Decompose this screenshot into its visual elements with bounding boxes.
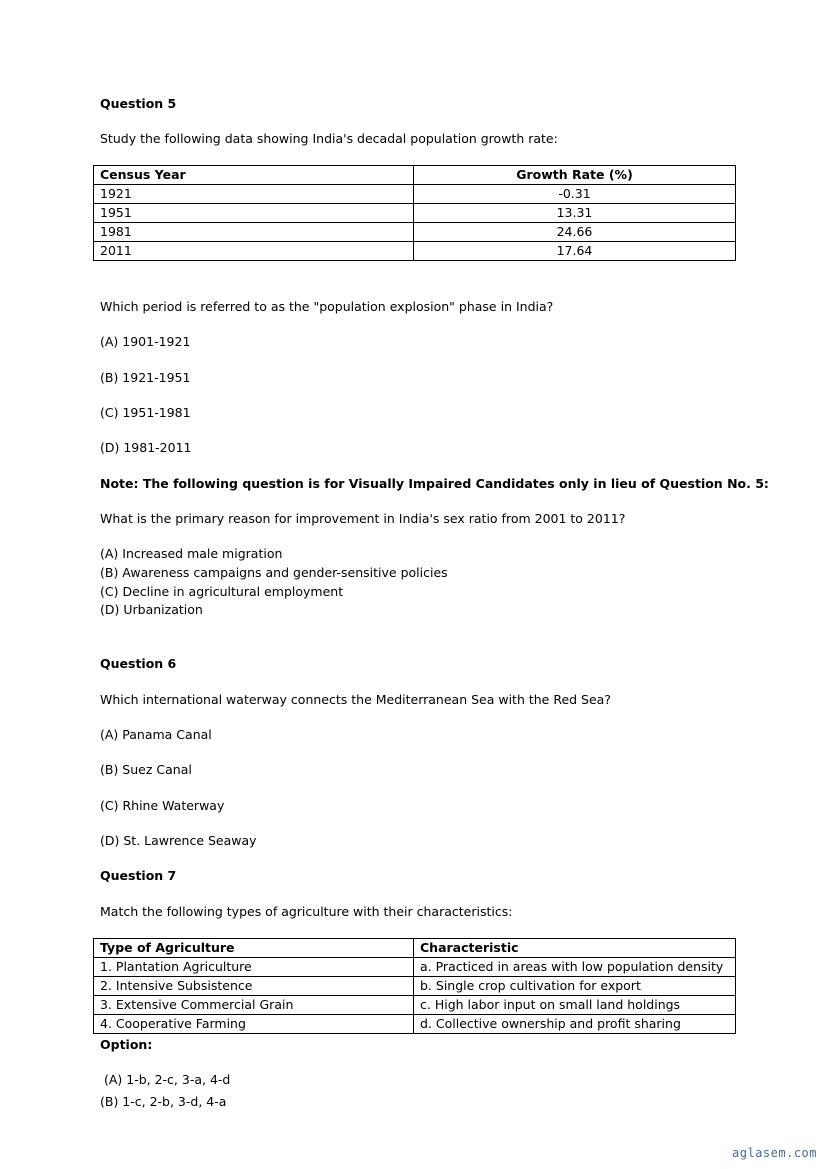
cell-year: 2011 — [94, 242, 414, 261]
q7-intro: Match the following types of agriculture with their characteristics: — [100, 904, 513, 919]
q6-option-c: (C) Rhine Waterway — [100, 798, 225, 813]
header-growth-rate: Growth Rate (%) — [414, 166, 736, 185]
q5-intro: Study the following data showing India's decadal population growth rate: — [100, 131, 558, 146]
vi-question: What is the primary reason for improvement in India's sex ratio from 2001 to 2011? — [100, 511, 626, 526]
cell-rate: 13.31 — [414, 204, 736, 223]
agriculture-match-table — [93, 938, 736, 1034]
table-row — [94, 223, 736, 242]
cell-characteristic: a. Practiced in areas with low population density — [414, 958, 736, 977]
table-row — [94, 185, 736, 204]
q5-option-d: (D) 1981-2011 — [100, 440, 192, 455]
vi-option-c: (C) Decline in agricultural employment — [100, 584, 344, 599]
table-header-row — [94, 939, 736, 958]
q5-question: Which period is referred to as the "population explosion" phase in India? — [100, 299, 554, 314]
q7-option-label: Option: — [100, 1037, 153, 1052]
q5-option-a: (A) 1901-1921 — [100, 334, 191, 349]
header-characteristic: Characteristic — [414, 939, 736, 958]
table-header-row — [94, 166, 736, 185]
vi-option-b: (B) Awareness campaigns and gender-sensitive policies — [100, 565, 448, 580]
table-row — [94, 958, 736, 977]
vi-note: Note: The following question is for Visually Impaired Candidates only in lieu of Question No. 5: — [100, 476, 769, 491]
population-growth-table — [93, 165, 736, 261]
table-row — [94, 977, 736, 996]
cell-rate: 24.66 — [414, 223, 736, 242]
q6-question: Which international waterway connects the Mediterranean Sea with the Red Sea? — [100, 692, 611, 707]
table-row — [94, 996, 736, 1015]
q7-heading: Question 7 — [100, 868, 177, 883]
cell-characteristic: b. Single crop cultivation for export — [414, 977, 736, 996]
q6-option-d: (D) St. Lawrence Seaway — [100, 833, 257, 848]
vi-option-d: (D) Urbanization — [100, 602, 203, 617]
q5-option-c: (C) 1951-1981 — [100, 405, 191, 420]
q6-option-b: (B) Suez Canal — [100, 762, 192, 777]
q5-option-b: (B) 1921-1951 — [100, 370, 191, 385]
table-row — [94, 204, 736, 223]
cell-characteristic: d. Collective ownership and profit sharing — [414, 1015, 736, 1034]
q6-heading: Question 6 — [100, 656, 177, 671]
header-type: Type of Agriculture — [94, 939, 414, 958]
cell-type: 1. Plantation Agriculture — [94, 958, 414, 977]
header-census-year: Census Year — [94, 166, 414, 185]
cell-rate: -0.31 — [414, 185, 736, 204]
table-row — [94, 242, 736, 261]
q7-option-a: (A) 1-b, 2-c, 3-a, 4-d — [100, 1072, 231, 1087]
cell-type: 4. Cooperative Farming — [94, 1015, 414, 1034]
q6-option-a: (A) Panama Canal — [100, 727, 212, 742]
cell-characteristic: c. High labor input on small land holdings — [414, 996, 736, 1015]
q5-heading: Question 5 — [100, 96, 177, 111]
cell-rate: 17.64 — [414, 242, 736, 261]
cell-type: 2. Intensive Subsistence — [94, 977, 414, 996]
vi-option-a: (A) Increased male migration — [100, 546, 283, 561]
cell-year: 1951 — [94, 204, 414, 223]
cell-year: 1921 — [94, 185, 414, 204]
cell-year: 1981 — [94, 223, 414, 242]
cell-type: 3. Extensive Commercial Grain — [94, 996, 414, 1015]
q7-option-b: (B) 1-c, 2-b, 3-d, 4-a — [100, 1094, 227, 1109]
table-row — [94, 1015, 736, 1034]
watermark: aglasem.com — [732, 1146, 817, 1160]
